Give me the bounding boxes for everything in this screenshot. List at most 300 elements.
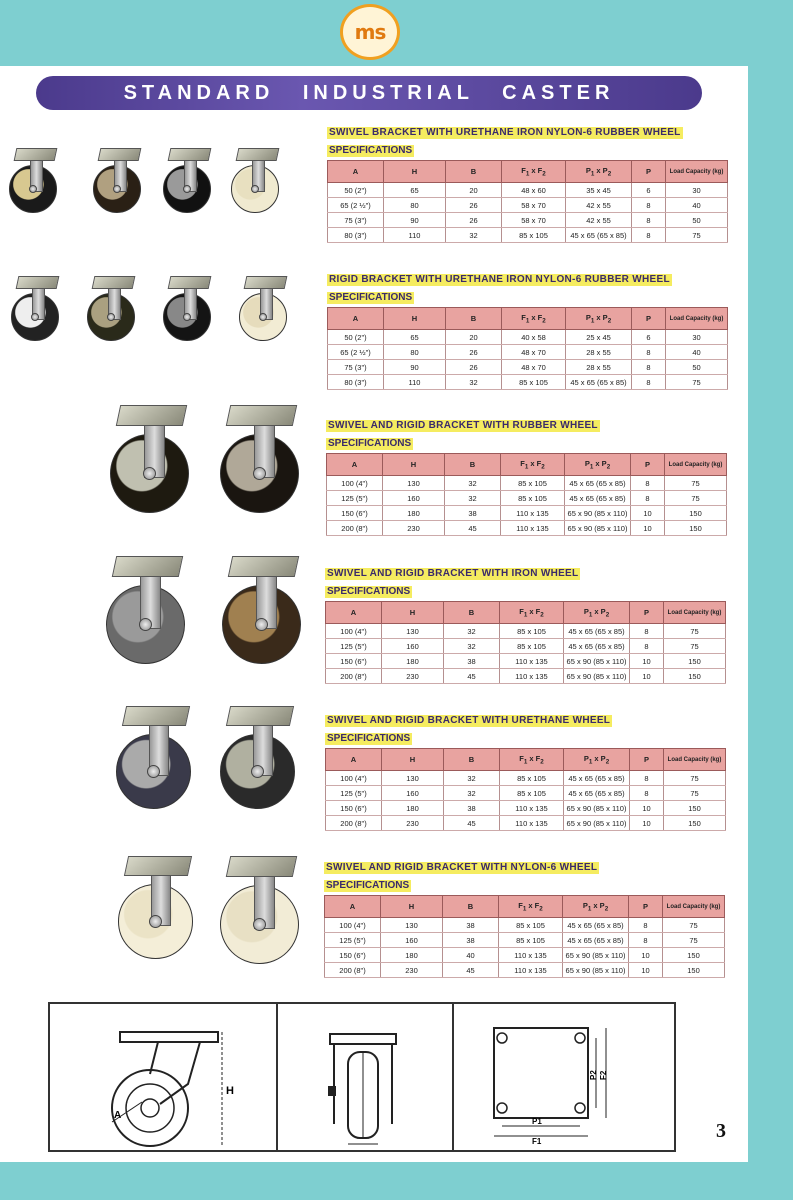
table-row	[327, 506, 727, 521]
header-f-x: x	[531, 165, 536, 175]
cell-p: 8	[630, 624, 664, 639]
cell-h: 180	[382, 801, 444, 816]
header-p2: P	[601, 458, 607, 468]
section-title: SWIVEL AND RIGID BRACKET WITH RUBBER WHEEL	[328, 420, 598, 431]
header-f1-f2	[502, 308, 566, 330]
header-f1-sub: 1	[523, 758, 528, 766]
header-p-x: x	[594, 753, 599, 763]
spec-section	[327, 122, 727, 243]
cell-p12: 45 x 65 (65 x 85)	[564, 786, 630, 801]
cell-a: 65 (2 ½")	[328, 345, 384, 360]
brand-logo-text: ms	[354, 20, 386, 44]
caster-hub	[113, 185, 121, 193]
caster-photo	[90, 148, 148, 218]
header-p	[630, 749, 664, 771]
caster-top-plate	[244, 276, 288, 289]
header-f2: F	[537, 165, 543, 175]
header-p	[632, 308, 666, 330]
caster-top-plate	[168, 148, 212, 161]
header-f2: F	[535, 606, 541, 616]
cell-load: 150	[663, 963, 725, 978]
header-f1: F	[518, 900, 523, 910]
cell-h: 90	[384, 360, 446, 375]
caster-photo	[236, 276, 294, 346]
header-p-label: P	[642, 902, 648, 911]
cell-f: 110 x 135	[501, 521, 565, 536]
cell-load: 75	[665, 491, 727, 506]
spec-section	[326, 415, 726, 536]
table-row	[326, 654, 726, 669]
spec-section	[325, 710, 725, 831]
cell-h: 180	[381, 948, 443, 963]
header-a-label: A	[350, 608, 357, 617]
cell-a: 100 (4")	[326, 771, 382, 786]
cell-p12: 65 x 90 (85 x 110)	[564, 654, 630, 669]
cell-a: 150 (6")	[325, 948, 381, 963]
cell-p12: 25 x 45	[566, 330, 632, 345]
header-f2-sub: 2	[542, 317, 546, 325]
table-row	[328, 345, 728, 360]
header-b-label: B	[469, 460, 476, 469]
header-f1-f2	[501, 454, 565, 476]
header-p-x: x	[596, 312, 601, 322]
header-b	[444, 749, 500, 771]
header-p2: P	[602, 165, 608, 175]
header-b	[445, 454, 501, 476]
cell-load: 75	[666, 375, 728, 390]
cell-h: 230	[382, 816, 444, 831]
cell-b: 45	[443, 963, 499, 978]
caster-hub	[253, 467, 266, 480]
header-p1-p2	[563, 896, 629, 918]
cell-load: 150	[664, 816, 726, 831]
cell-f: 85 x 105	[502, 375, 566, 390]
header-f1-f2	[502, 161, 566, 183]
header-a	[326, 602, 382, 624]
header-p-label: P	[643, 608, 649, 617]
cell-load: 40	[666, 198, 728, 213]
cell-p: 10	[630, 654, 664, 669]
caster-photo	[110, 706, 202, 816]
cell-a: 200 (8")	[327, 521, 383, 536]
section-title: SWIVEL AND RIGID BRACKET WITH NYLON-6 WHEEL	[326, 862, 598, 873]
cell-a: 75 (3")	[328, 360, 384, 375]
header-b-label: B	[470, 314, 477, 323]
cell-p12: 45 x 65 (65 x 85)	[566, 228, 632, 243]
header-a-label: A	[352, 314, 359, 323]
header-b	[444, 602, 500, 624]
header-p2: P	[599, 900, 605, 910]
cell-a: 80 (3")	[328, 228, 384, 243]
cell-p: 8	[629, 933, 663, 948]
caster-top-plate	[168, 276, 212, 289]
header-f2-sub: 2	[540, 611, 544, 619]
header-p-label: P	[643, 755, 649, 764]
header-h-label: H	[411, 167, 418, 176]
cell-p12: 65 x 90 (85 x 110)	[565, 521, 631, 536]
header-p2: P	[602, 312, 608, 322]
header-a	[328, 308, 384, 330]
cell-h: 130	[381, 918, 443, 933]
caster-hub	[107, 313, 115, 321]
cell-p12: 45 x 65 (65 x 85)	[564, 624, 630, 639]
caster-top-plate	[228, 556, 299, 577]
cell-p: 8	[630, 771, 664, 786]
header-a	[325, 896, 381, 918]
table-row	[328, 375, 728, 390]
caster-hub	[29, 185, 37, 193]
dimension-diagram	[48, 1002, 676, 1152]
cell-p: 8	[632, 213, 666, 228]
cell-load: 75	[664, 786, 726, 801]
table-row	[328, 213, 728, 228]
caster-hub	[147, 765, 160, 778]
page-banner	[36, 76, 702, 110]
header-load-capacity	[663, 896, 725, 918]
cell-b: 20	[446, 183, 502, 198]
header-p1-p2	[565, 454, 631, 476]
caster-top-plate	[112, 556, 183, 577]
table-header-row	[327, 454, 727, 476]
diagram-swivel-side-view	[50, 1004, 278, 1150]
header-h	[384, 161, 446, 183]
header-h	[384, 308, 446, 330]
cell-b: 38	[444, 801, 500, 816]
header-f1-sub: 1	[525, 170, 530, 178]
brand-logo	[340, 4, 400, 60]
cell-a: 100 (4")	[326, 624, 382, 639]
table-row	[325, 918, 725, 933]
cell-h: 180	[383, 506, 445, 521]
table-row	[328, 228, 728, 243]
header-f1-sub: 1	[523, 611, 528, 619]
header-load-label: Load Capacity (kg)	[667, 756, 722, 763]
table-row	[328, 360, 728, 375]
caster-hub	[149, 915, 162, 928]
caster-photo	[214, 856, 310, 971]
caster-top-plate	[122, 706, 190, 726]
cell-load: 40	[666, 345, 728, 360]
header-p1-sub: 1	[590, 170, 595, 178]
section-subtitle: SPECIFICATIONS	[327, 586, 411, 597]
cell-a: 150 (6")	[326, 654, 382, 669]
caster-photo	[8, 276, 66, 346]
cell-h: 130	[383, 476, 445, 491]
table-header-row	[328, 161, 728, 183]
header-f1: F	[521, 165, 526, 175]
header-load-capacity	[664, 602, 726, 624]
header-h	[383, 454, 445, 476]
cell-h: 160	[382, 639, 444, 654]
cell-a: 80 (3")	[328, 375, 384, 390]
cell-f: 85 x 105	[502, 228, 566, 243]
header-b-label: B	[468, 755, 475, 764]
cell-f: 85 x 105	[500, 639, 564, 654]
header-a-label: A	[350, 755, 357, 764]
header-p1: P	[583, 606, 589, 616]
caster-photo	[214, 405, 310, 520]
caster-top-plate	[98, 148, 142, 161]
section-title: SWIVEL AND RIGID BRACKET WITH IRON WHEEL	[327, 568, 579, 579]
cell-load: 50	[666, 360, 728, 375]
cell-p12: 45 x 65 (65 x 85)	[565, 491, 631, 506]
cell-f: 85 x 105	[500, 624, 564, 639]
cell-f: 110 x 135	[500, 669, 564, 684]
cell-b: 45	[444, 669, 500, 684]
cell-b: 38	[443, 918, 499, 933]
cell-b: 26	[446, 198, 502, 213]
cell-a: 125 (5")	[326, 786, 382, 801]
cell-a: 125 (5")	[327, 491, 383, 506]
section-title: RIGID BRACKET WITH URETHANE IRON NYLON-6 RUBBER WHEEL	[329, 274, 670, 285]
cell-p12: 45 x 65 (65 x 85)	[566, 375, 632, 390]
header-a	[328, 161, 384, 183]
header-load-label: Load Capacity (kg)	[668, 461, 723, 468]
header-p1-sub: 1	[588, 611, 593, 619]
cell-p: 10	[630, 669, 664, 684]
cell-h: 90	[384, 213, 446, 228]
cell-b: 20	[446, 330, 502, 345]
cell-b: 32	[446, 228, 502, 243]
header-b-label: B	[467, 902, 474, 911]
header-load-label: Load Capacity (kg)	[669, 315, 724, 322]
spec-table	[325, 601, 726, 684]
caster-hub	[183, 313, 191, 321]
cell-load: 50	[666, 213, 728, 228]
table-row	[327, 521, 727, 536]
header-f1-sub: 1	[524, 463, 529, 471]
header-p	[632, 161, 666, 183]
cell-load: 30	[666, 183, 728, 198]
header-p-label: P	[645, 314, 651, 323]
cell-f: 58 x 70	[502, 198, 566, 213]
dim-label-f1: F1	[532, 1137, 542, 1146]
caster-hub	[259, 313, 267, 321]
header-p-x: x	[594, 606, 599, 616]
cell-f: 110 x 135	[500, 654, 564, 669]
cell-h: 230	[383, 521, 445, 536]
header-f-x: x	[530, 458, 535, 468]
cell-b: 32	[446, 375, 502, 390]
header-p1: P	[585, 165, 591, 175]
cell-p: 8	[631, 491, 665, 506]
header-f1: F	[520, 458, 525, 468]
cell-p: 8	[632, 360, 666, 375]
dim-label-p1: P1	[532, 1117, 542, 1126]
page-title: STANDARD INDUSTRIAL CASTER	[123, 81, 615, 104]
header-b-label: B	[468, 608, 475, 617]
cell-a: 125 (5")	[325, 933, 381, 948]
cell-p: 6	[632, 330, 666, 345]
header-a-label: A	[351, 460, 358, 469]
cell-f: 40 x 58	[502, 330, 566, 345]
caster-photo	[160, 276, 218, 346]
cell-p12: 65 x 90 (85 x 110)	[564, 816, 630, 831]
header-h-label: H	[410, 460, 417, 469]
spec-table	[326, 453, 727, 536]
cell-h: 130	[382, 771, 444, 786]
header-f-x: x	[529, 753, 534, 763]
caster-photo	[214, 706, 306, 816]
cell-f: 110 x 135	[500, 801, 564, 816]
section-title: SWIVEL AND RIGID BRACKET WITH URETHANE WHEEL	[327, 715, 611, 726]
caster-top-plate	[92, 276, 136, 289]
header-p1-p2	[566, 161, 632, 183]
caster-hub	[251, 765, 264, 778]
cell-b: 38	[443, 933, 499, 948]
header-f2-sub: 2	[539, 905, 543, 913]
cell-b: 32	[444, 624, 500, 639]
spec-table	[325, 748, 726, 831]
header-p1-sub: 1	[588, 758, 593, 766]
cell-a: 150 (6")	[326, 801, 382, 816]
cell-p12: 45 x 65 (65 x 85)	[565, 476, 631, 491]
cell-load: 150	[664, 801, 726, 816]
caster-photo	[6, 148, 64, 218]
header-p1-p2	[564, 602, 630, 624]
caster-hub	[31, 313, 39, 321]
cell-p: 8	[632, 198, 666, 213]
cell-b: 38	[444, 654, 500, 669]
header-f2: F	[537, 312, 543, 322]
table-header-row	[325, 896, 725, 918]
caster-photo	[84, 276, 142, 346]
cell-load: 150	[665, 506, 727, 521]
page-number: 3	[716, 1120, 726, 1142]
cell-load: 150	[664, 654, 726, 669]
spec-table	[327, 307, 728, 390]
header-p1: P	[584, 458, 590, 468]
cell-load: 75	[663, 918, 725, 933]
table-header-row	[326, 749, 726, 771]
header-f-x: x	[528, 900, 533, 910]
header-f1: F	[521, 312, 526, 322]
cell-load: 75	[666, 228, 728, 243]
cell-a: 65 (2 ½")	[328, 198, 384, 213]
cell-h: 65	[384, 183, 446, 198]
header-p1-sub: 1	[589, 463, 594, 471]
caster-hub	[255, 618, 268, 631]
cell-b: 45	[444, 816, 500, 831]
cell-b: 26	[446, 360, 502, 375]
cell-b: 38	[445, 506, 501, 521]
spec-section	[325, 563, 725, 684]
cell-p: 10	[629, 963, 663, 978]
cell-b: 40	[443, 948, 499, 963]
table-row	[326, 801, 726, 816]
header-load-label: Load Capacity (kg)	[667, 609, 722, 616]
cell-load: 75	[663, 933, 725, 948]
spec-section	[324, 857, 724, 978]
cell-p: 8	[632, 345, 666, 360]
cell-a: 200 (8")	[326, 816, 382, 831]
caster-top-plate	[124, 856, 192, 876]
cell-b: 32	[445, 476, 501, 491]
cell-b: 32	[444, 786, 500, 801]
cell-f: 110 x 135	[501, 506, 565, 521]
header-p1: P	[582, 900, 588, 910]
header-f2: F	[534, 900, 540, 910]
cell-p12: 45 x 65 (65 x 85)	[564, 639, 630, 654]
cell-f: 85 x 105	[500, 771, 564, 786]
header-p-x: x	[596, 165, 601, 175]
header-p-x: x	[595, 458, 600, 468]
cell-load: 150	[663, 948, 725, 963]
cell-p: 6	[632, 183, 666, 198]
table-row	[326, 771, 726, 786]
cell-h: 230	[381, 963, 443, 978]
cell-a: 200 (8")	[326, 669, 382, 684]
swivel-side-view-drawing	[50, 1004, 276, 1150]
header-load-capacity	[666, 308, 728, 330]
cell-p: 10	[631, 521, 665, 536]
cell-h: 65	[384, 330, 446, 345]
caster-photo	[104, 405, 200, 520]
header-p	[629, 896, 663, 918]
header-f2: F	[535, 753, 541, 763]
header-h-label: H	[411, 314, 418, 323]
cell-b: 32	[444, 639, 500, 654]
dim-label-p2: P2	[589, 1070, 598, 1080]
caster-photo	[112, 856, 204, 966]
table-row	[327, 476, 727, 491]
header-p1-p2	[564, 749, 630, 771]
rigid-front-view-drawing	[278, 1004, 452, 1150]
caster-hub	[143, 467, 156, 480]
header-p2: P	[600, 753, 606, 763]
table-header-row	[326, 602, 726, 624]
section-title: SWIVEL BRACKET WITH URETHANE IRON NYLON-6 RUBBER WHEEL	[329, 127, 681, 138]
cell-h: 180	[382, 654, 444, 669]
cell-h: 110	[384, 375, 446, 390]
section-subtitle: SPECIFICATIONS	[326, 880, 410, 891]
header-load-label: Load Capacity (kg)	[669, 168, 724, 175]
header-p2: P	[600, 606, 606, 616]
header-f2-sub: 2	[541, 463, 545, 471]
cell-p: 8	[630, 786, 664, 801]
spec-table	[324, 895, 725, 978]
dim-label-f2: F2	[599, 1070, 608, 1080]
cell-b: 32	[444, 771, 500, 786]
caster-photo	[160, 148, 218, 218]
header-f1-sub: 1	[522, 905, 527, 913]
table-row	[328, 198, 728, 213]
header-f2: F	[536, 458, 542, 468]
cell-p: 8	[629, 918, 663, 933]
header-f1-f2	[500, 602, 564, 624]
header-p2-sub: 2	[606, 463, 611, 471]
cell-p: 10	[630, 801, 664, 816]
caster-top-plate	[236, 148, 280, 161]
cell-p: 10	[631, 506, 665, 521]
cell-a: 100 (4")	[327, 476, 383, 491]
cell-p12: 65 x 90 (85 x 110)	[564, 669, 630, 684]
cell-h: 160	[382, 786, 444, 801]
header-f2-sub: 2	[540, 758, 544, 766]
caster-top-plate	[14, 148, 58, 161]
caster-top-plate	[226, 405, 297, 426]
cell-load: 75	[664, 639, 726, 654]
header-f1: F	[519, 753, 524, 763]
header-p-label: P	[645, 167, 651, 176]
caster-top-plate	[226, 706, 294, 726]
header-p2-sub: 2	[605, 611, 610, 619]
header-p1: P	[585, 312, 591, 322]
table-header-row	[328, 308, 728, 330]
cell-p: 8	[632, 228, 666, 243]
header-p	[630, 602, 664, 624]
table-row	[325, 963, 725, 978]
